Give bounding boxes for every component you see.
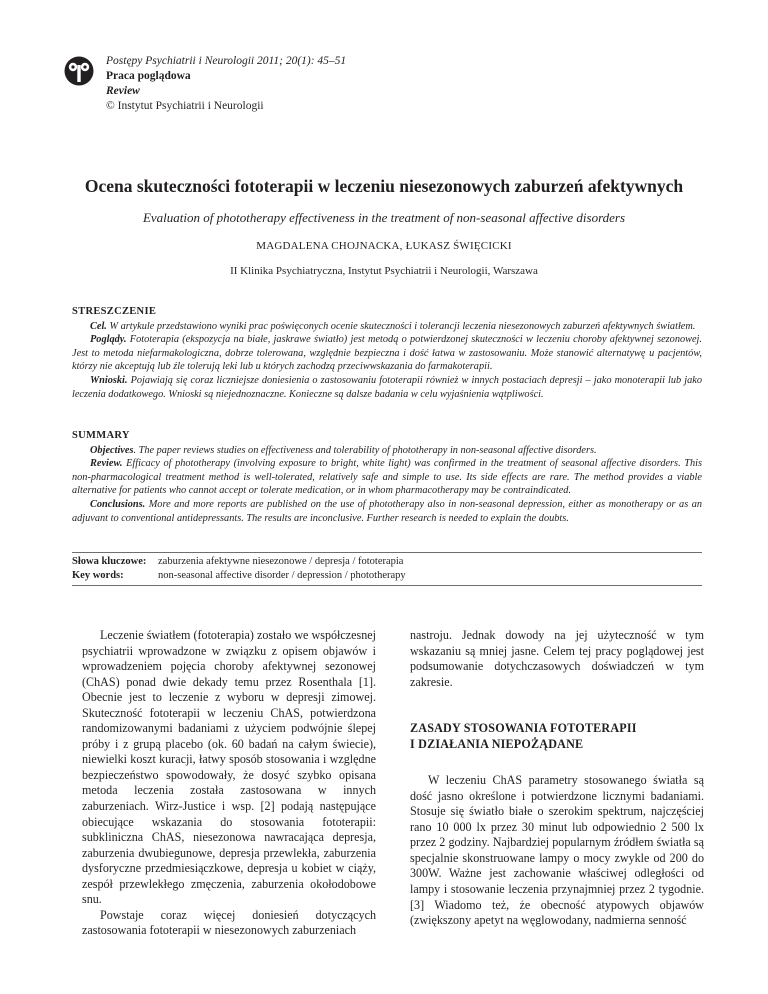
paragraph: W leczeniu ChAS parametry stosowanego światła są dość jasno określone i potwierdzone licznymi badaniami. Stosuje się światło białe o szerokim spektrum, najczęściej rano 10 000 lx przez 30 minut lub odpowiednio 2 500 lx przez 2 godziny. Najbardziej popularnym źródłem światła są specjalnie skonstruowane lampy o mocy zwykle od 200 do 300W. Ważne jest zachowanie właściwej odległości od lampy i stosowanie leczenia przynajmniej przez 2 tygodnie. [3] Wiadomo też, że obecność atypowych objawów (zwiększony apetyt na węglowodany, nadmierna senność — [410, 773, 704, 928]
text: More and more reports are published on the use of phototherapy also in non-seasonal depression, either as monotherapy or as an adjuvant to conventional antidepressants. The results are inconclusive. Further research is needed to explain the doubts. — [72, 498, 702, 524]
article-title: Ocena skuteczności fototerapii w leczeniu niesezonowych zaburzeń afektywnych — [84, 176, 684, 196]
article-type-en: Review — [106, 85, 140, 97]
section-heading-line1: ZASADY STOSOWANIA FOTOTERAPII — [410, 721, 637, 736]
abstract-pl — [72, 305, 702, 401]
abstract-en — [72, 429, 702, 525]
text: W artykule przedstawiono wyniki prac poświęconych ocenie skuteczności i tolerancji leczenia niesezonowych zaburzeń afektywnych światłem. — [106, 320, 696, 332]
label: Poglądy. — [90, 334, 127, 346]
journal-citation: Postępy Psychiatrii i Neurologii 2011; 20(1): 45–51 — [106, 55, 347, 67]
paragraph: nastroju. Jednak dowody na jej użyteczność w tym wskazaniu są mniej jasne. Celem tej pracy poglądowej jest podsumowanie dotychczasowych doświadczeń w tym zakresie. — [410, 628, 704, 689]
paragraph: Powstaje coraz więcej doniesień dotyczących zastosowania fototerapii w niesezonowych zaburzeniach — [82, 907, 376, 938]
institute-logo-icon — [64, 56, 94, 86]
text: Efficacy of phototherapy (involving exposure to bright, white light) was confirmed in the treatment of seasonal affective disorders. This non-pharmacological treatment method is well-tolerated, relatively safe and simple to use. Its side effects are rare. The method provides a viable alternative for patients who cannot accept or tolerate medication, or in whom pharmacotherapy may be contraindicated. — [72, 458, 702, 497]
section-heading — [410, 721, 704, 752]
copyright: © Instytut Psychiatrii i Neurologii — [106, 100, 264, 112]
affiliation: II Klinika Psychiatryczna, Instytut Psychiatrii i Neurologii, Warszawa — [230, 265, 538, 277]
text: . The paper reviews studies on effectiveness and tolerability of phototherapy in non-seasonal affective disorders. — [133, 444, 597, 456]
label: Conclusions. — [90, 498, 146, 510]
article-subtitle: Evaluation of phototherapy effectiveness in the treatment of non-seasonal affective disorders — [142, 210, 626, 225]
journal-info — [106, 54, 346, 114]
keywords-pl — [72, 555, 702, 569]
text: Fototerapia (ekspozycja na białe, jaskrawe światło) jest metodą o potwierdzonej skuteczności w leczeniu choroby afektywnej sezonowej. Jest to metoda niefarmakologiczna, dobrze tolerowana, względnie bezpieczna i dość łatwa w zastosowaniu. Może stanowić alternatywę u pacjentów, którzy nie akceptują lub źle tolerują leki lub u których zachodzą przeciwwskazania do farmakoterapii. — [72, 334, 702, 373]
abstract-pl-views — [72, 333, 702, 374]
keywords-en — [72, 569, 702, 583]
label: Objectives — [90, 444, 134, 456]
abstract-en-review — [72, 457, 702, 498]
abstract-en-conclusions — [72, 498, 702, 525]
abstract-pl-aim — [72, 320, 702, 334]
article-type-pl: Praca poglądowa — [106, 70, 191, 82]
text: Pojawiają się coraz liczniejsze doniesienia o zastosowaniu fototerapii również w innych postaciach depresji – jako monoterapii lub jako leczenia dodatkowego. Wnioski są niejednoznaczne. Konieczne są dalsze badania w celu wyjaśnienia wątpliwości. — [72, 374, 702, 400]
paragraph: Leczenie światłem (fototerapia) zostało we współczesnej psychiatrii wprowadzone w związku z opisem objawów i wprowadzeniem pojęcia choroby afektywnej sezonowej (ChAS) ponad dwie dekady temu przez Rosenthala [1]. Obecnie jest to leczenie z wyboru w depresji zimowej. Skuteczność fototerapii w leczeniu ChAS, potwierdzona randomizowanymi badaniami z użyciem podwójnie ślepej próby i z grupą placebo (ok. 60 badań na całym świecie), niewielki koszt kuracji, łatwy sposób stosowania i względne bezpieczeństwo spowodowały, że dosyć szybko opisana metoda leczenia została zastosowana w innych zaburzeniach. Wirz-Justice i wsp. [2] podają następujące obiecujące wskazania do stosowania fototerapii: subkliniczna ChAS, niesezonowa nawracająca depresja, zaburzenia dwubiegunowe, depresja przewlekła, zaburzenia dysforyczne przedmiesiączkowe, depresja u kobiet w ciąży, zespół przewlekłego zmęczenia, zaburzenia okołodobowe snu. — [82, 628, 376, 907]
keywords-pl-text: zaburzenia afektywne niesezonowe / depresja / fototerapia — [158, 556, 404, 567]
keywords-en-text: non-seasonal affective disorder / depression / phototherapy — [158, 569, 406, 581]
label: Cel. — [90, 320, 107, 332]
divider — [72, 585, 702, 586]
keywords-en-label: Key words: — [72, 569, 124, 581]
label: Wnioski. — [90, 374, 128, 386]
keywords-pl-label: Słowa kluczowe: — [72, 556, 147, 567]
authors: MAGDALENA CHOJNACKA, ŁUKASZ ŚWIĘCICKI — [256, 240, 512, 252]
abstract-pl-heading: STRESZCZENIE — [72, 306, 157, 317]
body-column-left — [82, 628, 376, 939]
divider — [72, 552, 702, 553]
body-column-right — [410, 628, 704, 929]
section-heading-line2: I DZIAŁANIA NIEPOŻĄDANE — [410, 736, 584, 751]
abstract-pl-conclusions — [72, 374, 702, 401]
abstract-en-heading: SUMMARY — [72, 430, 130, 441]
label: Review. — [90, 458, 123, 470]
keywords — [72, 555, 702, 582]
abstract-en-objectives — [72, 444, 702, 458]
